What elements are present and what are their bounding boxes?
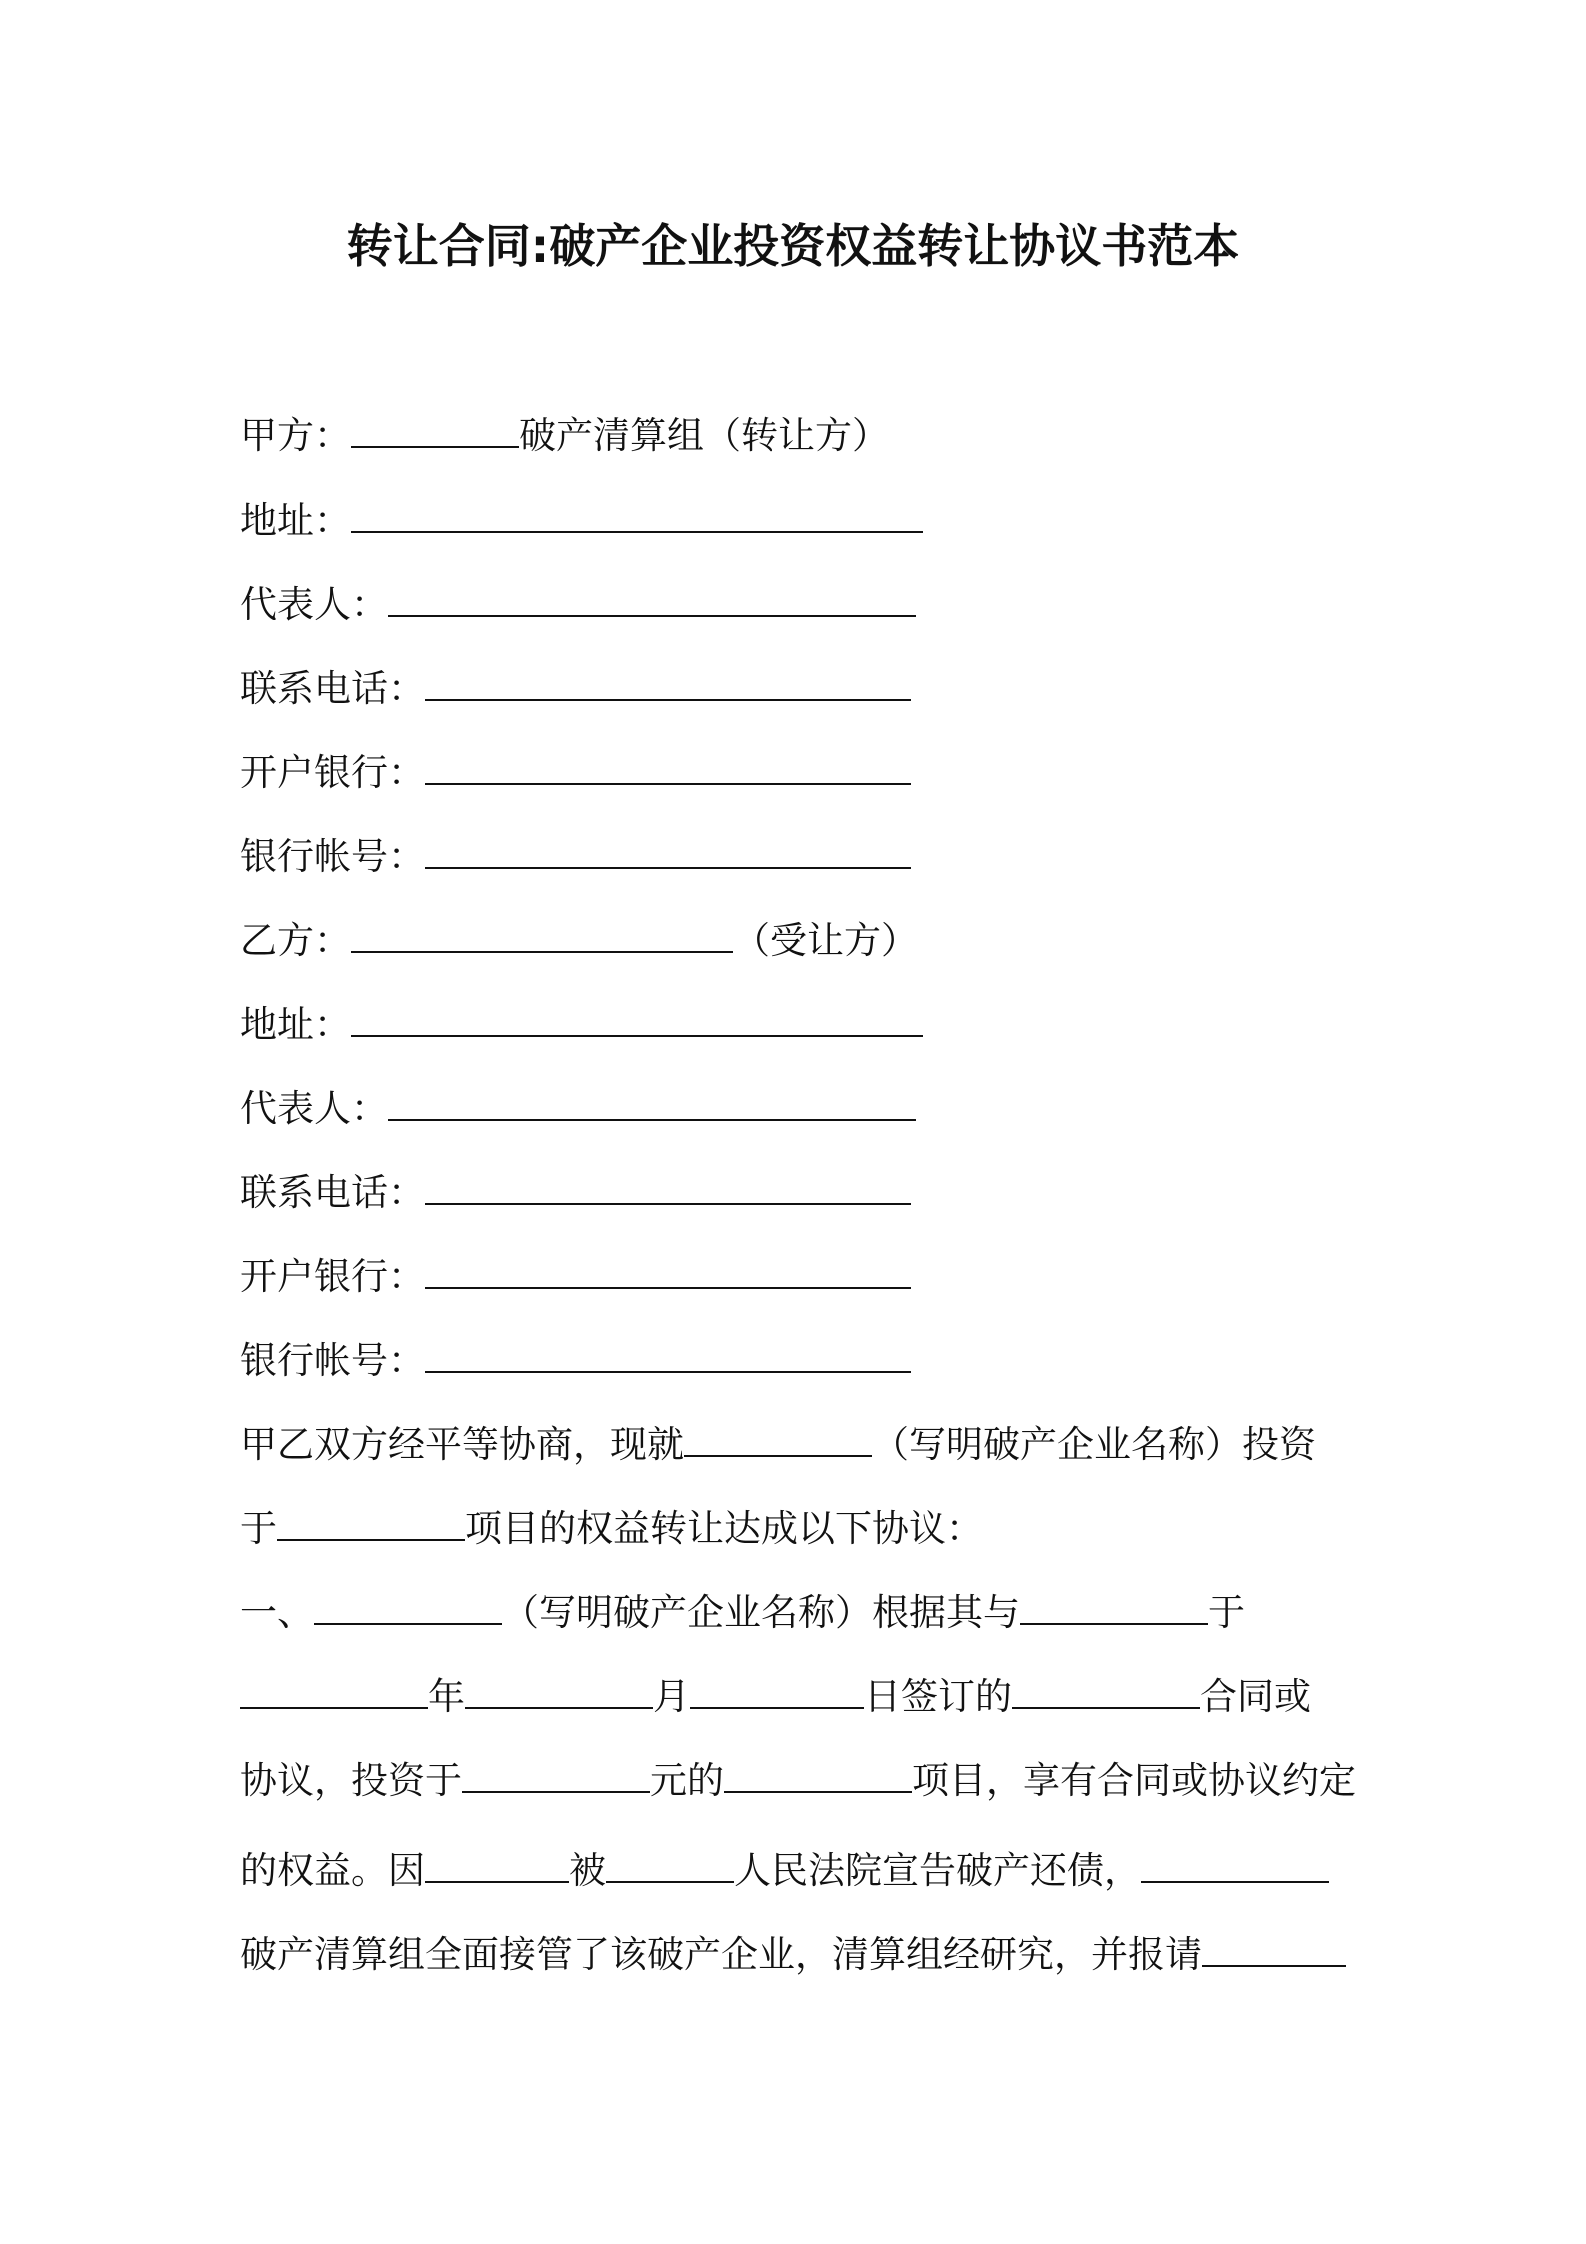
intro-project-blank[interactable]	[277, 1505, 465, 1541]
intro-line-1	[240, 1421, 1316, 1468]
clause1-enterprise-blank[interactable]	[425, 1847, 569, 1883]
intro-line-2	[240, 1505, 983, 1552]
clause1-court-blank[interactable]	[606, 1847, 734, 1883]
party-a-representative-label: 代表人：	[240, 583, 388, 626]
clause1-text-6: 项目，享有合同或协议约定	[912, 1759, 1356, 1802]
party-a-line	[240, 412, 889, 459]
party-a-bank-line	[240, 749, 911, 796]
party-a-bank-blank[interactable]	[425, 749, 911, 785]
clause1-amount-blank[interactable]	[462, 1757, 650, 1793]
party-b-label: 乙方：	[240, 919, 351, 962]
party-b-representative-label: 代表人：	[240, 1087, 388, 1130]
party-a-account-label: 银行帐号：	[240, 835, 425, 878]
clause1-contract-blank[interactable]	[1012, 1673, 1200, 1709]
clause1-text-2: （写明破产企业名称）根据其与	[502, 1591, 1020, 1634]
clause1-report-blank[interactable]	[1202, 1931, 1346, 1967]
party-b-account-blank[interactable]	[425, 1337, 911, 1373]
party-b-account-line	[240, 1337, 911, 1384]
party-b-bank-label: 开户银行：	[240, 1255, 425, 1298]
clause1-line-3	[240, 1757, 1356, 1804]
clause1-line-1	[240, 1589, 1245, 1636]
party-a-address-label: 地址：	[240, 499, 351, 542]
clause1-text-4: 协议，投资于	[240, 1759, 462, 1802]
party-a-phone-blank[interactable]	[425, 665, 911, 701]
clause1-year-text: 年	[428, 1675, 465, 1718]
party-a-suffix: 破产清算组（转让方）	[519, 414, 889, 457]
clause1-line-4	[240, 1847, 1329, 1894]
clause1-line-5	[240, 1931, 1346, 1978]
party-a-representative-blank[interactable]	[388, 581, 916, 617]
party-b-representative-line	[240, 1085, 916, 1132]
party-b-address-blank[interactable]	[351, 1001, 923, 1037]
clause1-contract-text: 合同或	[1200, 1675, 1311, 1718]
party-a-representative-line	[240, 581, 916, 628]
party-a-address-blank[interactable]	[351, 497, 923, 533]
intro-company-blank[interactable]	[684, 1421, 872, 1457]
intro-text-1: 甲乙双方经平等协商，现就	[240, 1423, 684, 1466]
party-b-name-blank[interactable]	[351, 917, 733, 953]
clause1-text-7: 的权益。因	[240, 1849, 425, 1892]
party-a-bank-label: 开户银行：	[240, 751, 425, 794]
party-a-name-blank[interactable]	[351, 412, 519, 448]
party-b-bank-line	[240, 1253, 911, 1300]
party-a-phone-label: 联系电话：	[240, 667, 425, 710]
clause1-month-text: 月	[653, 1675, 690, 1718]
intro-text-4: 项目的权益转让达成以下协议：	[465, 1507, 983, 1550]
clause1-text-3: 于	[1208, 1591, 1245, 1634]
clause1-line-2	[240, 1673, 1311, 1720]
party-b-address-line	[240, 1001, 923, 1048]
clause1-text-9: 人民法院宣告破产还债，	[734, 1849, 1141, 1892]
clause1-text-10: 破产清算组全面接管了该破产企业，清算组经研究，并报请	[240, 1933, 1202, 1976]
party-a-address-line	[240, 497, 923, 544]
clause1-day-text: 日签订的	[864, 1675, 1012, 1718]
party-b-account-label: 银行帐号：	[240, 1339, 425, 1382]
party-a-label: 甲方：	[240, 414, 351, 457]
intro-text-2: （写明破产企业名称）投资	[872, 1423, 1316, 1466]
clause1-project-blank[interactable]	[724, 1757, 912, 1793]
clause1-day-blank[interactable]	[690, 1673, 864, 1709]
clause1-month-blank[interactable]	[465, 1673, 653, 1709]
party-a-phone-line	[240, 665, 911, 712]
party-b-phone-line	[240, 1169, 911, 1216]
clause1-group-blank[interactable]	[1141, 1847, 1329, 1883]
party-a-account-line	[240, 833, 911, 880]
party-b-phone-blank[interactable]	[425, 1169, 911, 1205]
party-b-bank-blank[interactable]	[425, 1253, 911, 1289]
clause1-text-1: 一、	[240, 1591, 314, 1634]
intro-text-3: 于	[240, 1507, 277, 1550]
party-b-line	[240, 917, 918, 964]
clause1-counterparty-blank[interactable]	[1020, 1589, 1208, 1625]
party-a-account-blank[interactable]	[425, 833, 911, 869]
clause1-text-5: 元的	[650, 1759, 724, 1802]
clause1-company-blank[interactable]	[314, 1589, 502, 1625]
party-b-address-label: 地址：	[240, 1003, 351, 1046]
party-b-phone-label: 联系电话：	[240, 1171, 425, 1214]
party-b-suffix: （受让方）	[733, 919, 918, 962]
clause1-year-blank[interactable]	[240, 1673, 428, 1709]
document-title: 转让合同:破产企业投资权益转让协议书范本	[346, 219, 1240, 273]
party-b-representative-blank[interactable]	[388, 1085, 916, 1121]
clause1-text-8: 被	[569, 1849, 606, 1892]
